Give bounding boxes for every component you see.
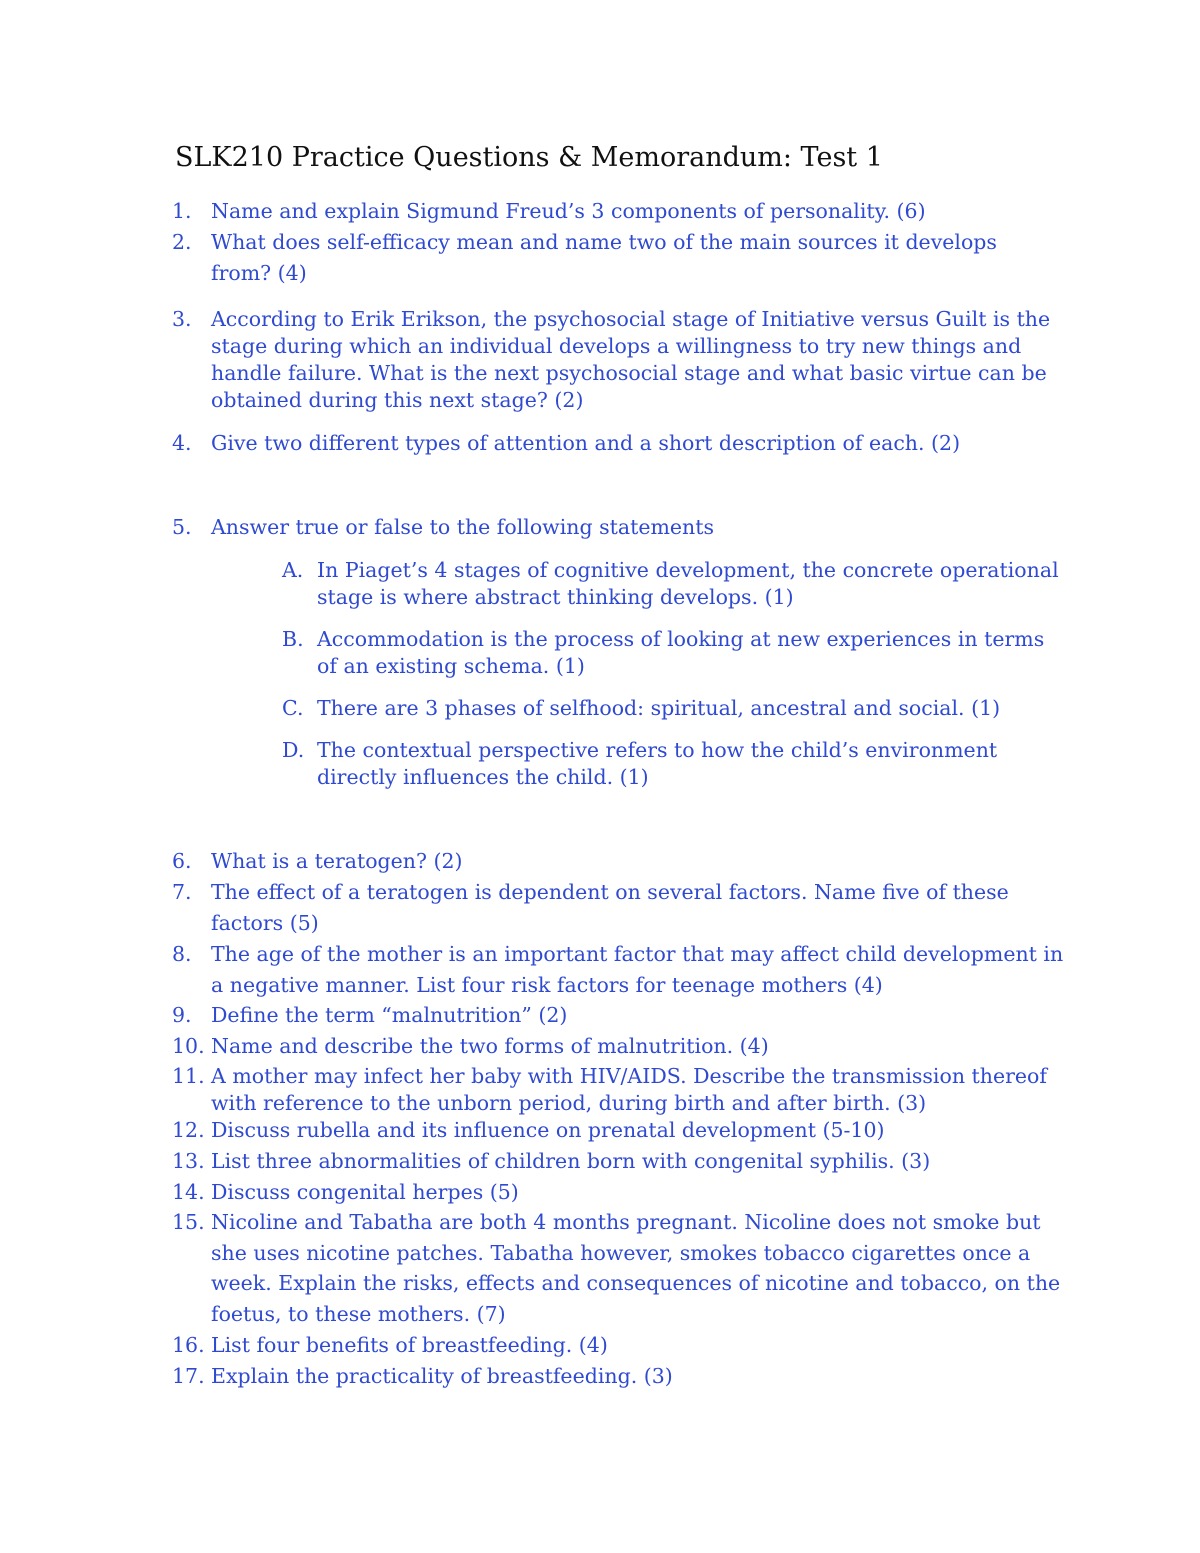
statement-a (282, 557, 1072, 611)
question-text: Define the term “malnutrition” (2) (211, 1003, 568, 1027)
question-text: week. Explain the risks, effects and consequences of nicotine and tobacco, on the (211, 1271, 1061, 1295)
question-number: 15. (172, 1210, 205, 1234)
question-13 (172, 1146, 1072, 1177)
question-number: 9. (172, 1003, 192, 1027)
statement-text: In Piaget’s 4 stages of cognitive development, the concrete operational (317, 558, 1059, 582)
question-number: 17. (172, 1364, 205, 1388)
question-text: List three abnormalities of children born with congenital syphilis. (3) (211, 1149, 931, 1173)
question-number: 12. (172, 1118, 205, 1142)
question-number: 3. (172, 307, 192, 331)
question-number: 1. (172, 199, 192, 223)
question-text: with reference to the unborn period, during birth and after birth. (3) (211, 1091, 927, 1115)
statement-letter: A. (282, 558, 304, 582)
question-text: foetus, to these mothers. (7) (211, 1301, 506, 1326)
question-4 (172, 428, 1072, 459)
question-8 (172, 939, 1072, 1000)
question-text: stage during which an individual develops a willingness to try new things and (211, 334, 1022, 358)
question-text: Nicoline and Tabatha are both 4 months pregnant. Nicoline does not smoke but (211, 1210, 1041, 1234)
question-text: Explain the practicality of breastfeeding. (3) (211, 1364, 673, 1388)
page-title: SLK210 Practice Questions & Memorandum: Test 1 (175, 142, 883, 173)
statement-c (282, 695, 1072, 722)
question-text: from? (4) (211, 260, 307, 285)
question-number: 13. (172, 1149, 205, 1173)
question-text: a negative manner. List four risk factors for teenage mothers (4) (211, 972, 883, 997)
question-2 (172, 227, 1072, 288)
question-number: 4. (172, 431, 192, 455)
question-1 (172, 196, 1072, 227)
question-text: she uses nicotine patches. Tabatha however, smokes tobacco cigarettes once a (211, 1240, 1031, 1265)
question-text: Answer true or false to the following statements (211, 515, 715, 539)
statement-text: directly influences the child. (1) (317, 765, 649, 789)
question-15 (172, 1207, 1072, 1329)
question-text: What is a teratogen? (2) (211, 849, 463, 873)
statement-d (282, 737, 1072, 791)
question-7 (172, 877, 1072, 938)
question-number: 14. (172, 1180, 205, 1204)
question-text: List four benefits of breastfeeding. (4) (211, 1333, 608, 1357)
question-number: 6. (172, 849, 192, 873)
statement-text: There are 3 phases of selfhood: spiritual, ancestral and social. (1) (317, 696, 1001, 720)
question-text: The age of the mother is an important factor that may affect child development in (211, 942, 1064, 966)
question-text: A mother may infect her baby with HIV/AIDS. Describe the transmission thereof (211, 1064, 1047, 1088)
statement-letter: C. (282, 696, 304, 720)
question-text: According to Erik Erikson, the psychosocial stage of Initiative versus Guilt is the (211, 307, 1051, 331)
question-17 (172, 1361, 1072, 1392)
question-number: 10. (172, 1034, 205, 1058)
question-16 (172, 1330, 1072, 1361)
question-number: 8. (172, 942, 192, 966)
question-text: Discuss rubella and its influence on prenatal development (5-10) (211, 1118, 885, 1142)
statement-text: of an existing schema. (1) (317, 654, 585, 678)
statement-text: Accommodation is the process of looking at new experiences in terms (317, 627, 1045, 651)
question-number: 16. (172, 1333, 205, 1357)
question-6 (172, 846, 1072, 877)
question-5 (172, 512, 1072, 543)
question-text: Discuss congenital herpes (5) (211, 1180, 519, 1204)
statement-text: stage is where abstract thinking develops. (1) (317, 585, 794, 609)
statement-text: The contextual perspective refers to how the child’s environment (317, 738, 998, 762)
statement-b (282, 626, 1072, 680)
question-number: 7. (172, 880, 192, 904)
question-number: 5. (172, 515, 192, 539)
question-text: handle failure. What is the next psychosocial stage and what basic virtue can be (211, 361, 1047, 385)
question-text: Give two different types of attention and a short description of each. (2) (211, 431, 961, 455)
question-12 (172, 1115, 1072, 1146)
question-text: The effect of a teratogen is dependent on several factors. Name five of these (211, 880, 1009, 904)
question-text: Name and explain Sigmund Freud’s 3 components of personality. (6) (211, 199, 926, 223)
question-3 (172, 306, 1072, 414)
question-11 (172, 1063, 1072, 1117)
question-number: 11. (172, 1064, 205, 1088)
statement-letter: D. (282, 738, 305, 762)
question-text: obtained during this next stage? (2) (211, 388, 584, 412)
question-10 (172, 1031, 1072, 1062)
question-text: What does self-efficacy mean and name two of the main sources it develops (211, 230, 997, 254)
question-text: factors (5) (211, 910, 319, 935)
question-number: 2. (172, 230, 192, 254)
question-text: Name and describe the two forms of malnutrition. (4) (211, 1034, 769, 1058)
question-14 (172, 1177, 1072, 1208)
question-9 (172, 1000, 1072, 1031)
statement-letter: B. (282, 627, 304, 651)
